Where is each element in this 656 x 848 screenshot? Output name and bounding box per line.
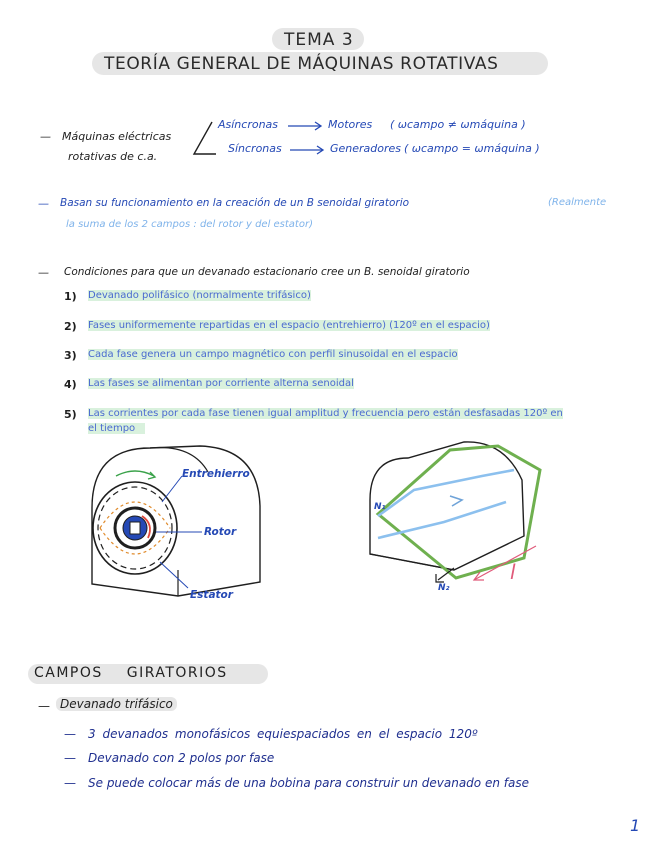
branch2-note: ( ωcampo = ωmáquina ) <box>404 142 540 155</box>
basan-line: Basan su funcionamiento en la creación de un B senoidal giratorio <box>60 197 410 209</box>
branch2-result: Generadores <box>330 142 402 155</box>
step-5-text: Las corrientes por cada fase tienen igual amplitud y frecuencia pero están desfasadas 120º en <box>88 408 563 419</box>
label-rotor: Rotor <box>204 526 237 538</box>
bullet-dash-4: — <box>38 699 50 713</box>
label-n2: N₂ <box>438 583 450 593</box>
branch1-result: Motores <box>328 118 373 131</box>
campos-bullet-1: 3 devanados monofásicos equiespaciados en el espacio 120º <box>88 727 478 741</box>
step-1-text: Devanado polifásico (normalmente trifásico) <box>88 290 311 301</box>
page-title: TEORÍA GENERAL DE MÁQUINAS ROTATIVAS <box>104 54 499 74</box>
step-4-number: 4) <box>64 378 77 391</box>
machines-label-line2: rotativas de c.a. <box>68 150 158 163</box>
step-4-text: Las fases se alimentan por corriente alterna senoidal <box>88 378 354 389</box>
label-n1: N₁ <box>374 502 386 512</box>
label-length: l <box>510 560 516 584</box>
step-5-number: 5) <box>64 408 77 421</box>
bullet-dash-3: — <box>38 266 49 279</box>
tema-label: TEMA 3 <box>284 30 354 50</box>
note-suma: la suma de los 2 campos : del rotor y del estator) <box>66 219 313 230</box>
campos-bullet-dash: — <box>64 776 76 790</box>
step-2-text: Fases uniformemente repartidas en el espacio (entrehierro) (120º en el espacio) <box>88 320 490 331</box>
campos-bullet-3: Se puede colocar más de una bobina para construir un devanado en fase <box>88 776 529 790</box>
step-3-number: 3) <box>64 349 77 362</box>
coil-geometry-diagram <box>364 440 554 600</box>
label-entrehierro: Entrehierro <box>182 468 250 480</box>
bullet-dash-1: — <box>40 130 51 143</box>
page-number: 1 <box>630 816 641 835</box>
machine-cross-section-diagram <box>80 436 280 606</box>
branch2-type: Síncronas <box>228 142 282 155</box>
campos-bullet-2: Devanado con 2 polos por fase <box>88 751 275 765</box>
label-estator: Estator <box>190 589 233 601</box>
arrow-right-icon <box>290 145 326 155</box>
arrow-right-icon <box>288 121 324 131</box>
bullet-dash-2: — <box>38 197 49 210</box>
branch1-type: Asíncronas <box>218 118 279 131</box>
step-1-number: 1) <box>64 290 77 303</box>
campos-bullet-dash: — <box>64 727 76 741</box>
branch1-note: ( ωcampo ≠ ωmáquina ) <box>390 118 526 131</box>
conditions-heading: Condiciones para que un devanado estacionario cree un B. senoidal giratorio <box>64 266 470 278</box>
step-5-continuation: el tiempo <box>88 423 145 434</box>
step-3-text: Cada fase genera un campo magnético con perfil sinusoidal en el espacio <box>88 349 458 360</box>
branch-bracket-icon <box>190 118 220 160</box>
campos-bullet-dash: — <box>64 751 76 765</box>
step-2-number: 2) <box>64 320 77 333</box>
machines-label-line1: Máquinas eléctricas <box>62 130 172 143</box>
devanado-trifasico-label: Devanado trifásico <box>56 697 177 711</box>
note-realmente: (Realmente <box>548 197 607 208</box>
campos-heading: CAMPOS GIRATORIOS <box>34 665 228 681</box>
